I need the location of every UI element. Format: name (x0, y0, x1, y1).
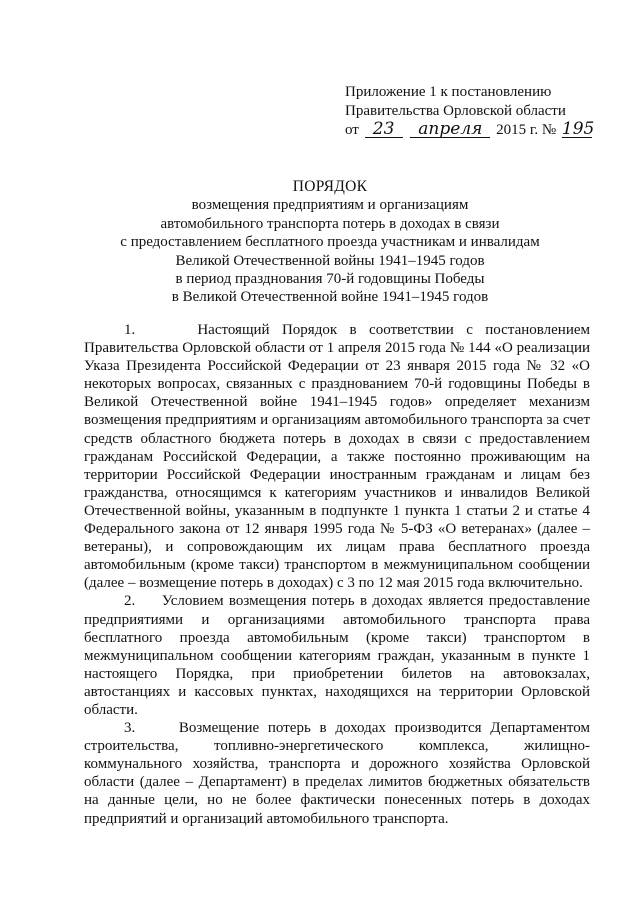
date-prefix: от (345, 122, 359, 138)
heading-line: с предоставлением бесплатного проезда участникам и инвалидам (120, 234, 540, 251)
heading-line: автомобильного транспорта потерь в доходах в связи (160, 215, 500, 232)
paragraph-2: 2. Условием возмещения потерь в доходах является предоставление предприятиями и организациями автомобильного транспорта права бесплатного проезда автомобильным (кроме такси) транспортом в межмуниципальном сообщении категориям граждан, указанным в пункте 1 настоящего Порядка, при приобретении билетов на автовокзалах, автостанциях и кассовых пунктах, находящихся на территории Орловской области. (84, 593, 590, 718)
heading-line: в Великой Отечественной войне 1941–1945 годов (171, 289, 489, 306)
handwritten-day: 23 (365, 121, 403, 138)
appendix-line-2: Правительства Орловской области (345, 103, 566, 119)
heading-title: ПОРЯДОК (292, 178, 368, 195)
heading-line: возмещения предприятиям и организациям (191, 197, 469, 214)
appendix-block (345, 83, 595, 140)
handwritten-doc-number: 195 (561, 119, 595, 139)
paragraph-1: 1. Настоящий Порядок в соответствии с постановлением Правительства Орловской области от 1 апреля 2015 года № 144 «О реализации Указа Президента Российской Федерации от 23 января 2015 года № 32 «О некоторых вопросах, связанных с празднованием 70-й годовщины Победы в Великой Отечественной войне 1941–1945 годов» определяет механизм возмещения предприятиям и организациям автомобильного транспорта за счет средств областного бюджета потерь в доходах в связи с предоставлением гражданам Российской Федерации, а также постоянно проживающим на территории Российской Федерации иностранным гражданам и лицам без гражданства, относящимся к категориям участников и инвалидов Великой Отечественной войны, указанным в подпункте 1 пункта 1 статьи 2 и статье 4 Федерального закона от 12 января 1995 года № 5-ФЗ «О ветеранах» (далее – ветераны), и сопровождающим их лицам права бесплатного проезда автомобильным (кроме такси) транспортом в межмуниципальном сообщении (далее – возмещение потерь в доходах) с 3 по 12 мая 2015 года включительно. (84, 322, 590, 592)
document-body (84, 321, 590, 828)
date-year: 2015 г. № (496, 122, 557, 138)
appendix-date-line (345, 121, 595, 140)
paragraph-3: 3. Возмещение потерь в доходах производится Департаментом строительства, топливно-энергетического комплекса, жилищно-коммунального хозяйства, транспорта и дорожного хозяйства Орловской области (далее – Департамент) в пределах лимитов бюджетных обязательств на данные цели, но не более фактически понесенных потерь в доходах предприятий и организаций автомобильного транспорта. (84, 720, 590, 827)
heading-line: в период празднования 70-й годовщины Победы (175, 271, 485, 288)
handwritten-month: апреля (410, 121, 490, 138)
document-heading (80, 178, 580, 307)
appendix-line-1: Приложение 1 к постановлению (345, 84, 552, 100)
heading-line: Великой Отечественной войны 1941–1945 годов (175, 252, 485, 269)
